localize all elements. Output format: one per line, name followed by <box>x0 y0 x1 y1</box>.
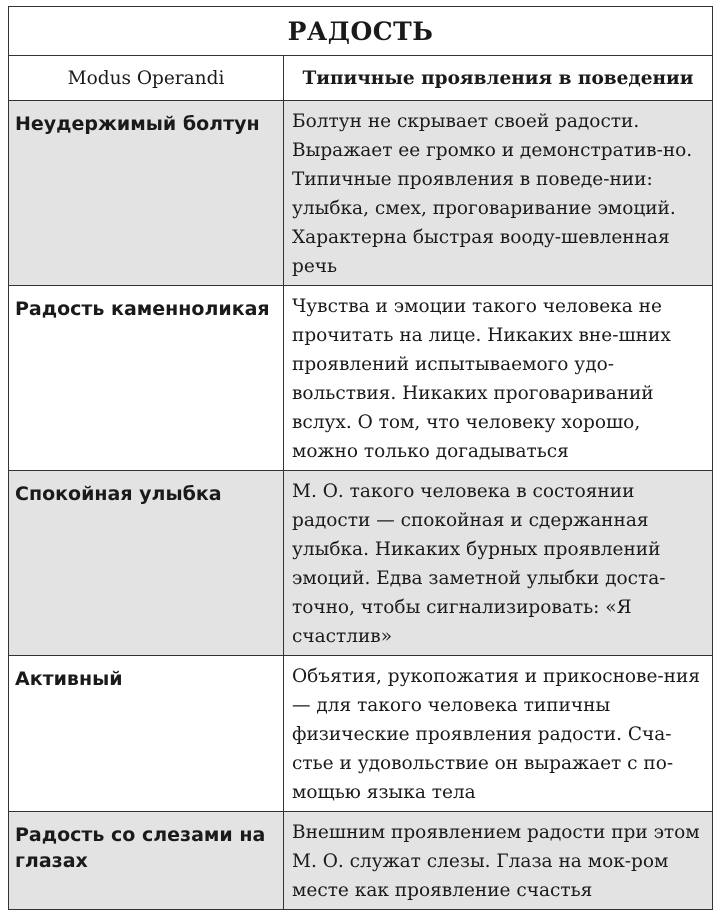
table-row <box>9 286 713 471</box>
joy-table <box>8 6 713 910</box>
behavior-cell: Чувства и эмоции такого человека не прочитать на лице. Никаких вне-шних проявлений испытываемого удо-вольствия. Никаких проговариваний вслух. О том, что человеку хорошо, можно только догадываться <box>284 286 713 471</box>
column-header-modus: Modus Operandi <box>9 56 284 101</box>
table-title: РАДОСТЬ <box>9 7 713 56</box>
column-header-behavior: Типичные проявления в поведении <box>284 56 713 101</box>
modus-cell: Активный <box>9 656 284 812</box>
modus-cell: Радость каменноликая <box>9 286 284 471</box>
modus-cell: Неудержимый болтун <box>9 101 284 286</box>
modus-cell: Спокойная улыбка <box>9 471 284 656</box>
table-row <box>9 656 713 812</box>
title-row <box>9 7 713 56</box>
modus-cell: Радость со слезами на глазах <box>9 812 284 910</box>
table-row <box>9 101 713 286</box>
behavior-cell: Объятия, рукопожатия и прикоснове-ния — для такого человека типичны физические проявления радости. Сча-стье и удовольствие он выражает с по-мощью языка тела <box>284 656 713 812</box>
table-row <box>9 471 713 656</box>
behavior-cell: Внешним проявлением радости при этом М. О. служат слезы. Глаза на мок-ром месте как проявление счастья <box>284 812 713 910</box>
header-row <box>9 56 713 101</box>
table-row <box>9 812 713 910</box>
behavior-cell: Болтун не скрывает своей радости. Выражает ее громко и демонстратив-но. Типичные проявления в поведе-нии: улыбка, смех, проговаривание эмоций. Характерна быстрая вооду-шевленная речь <box>284 101 713 286</box>
behavior-cell: М. О. такого человека в состоянии радости — спокойная и сдержанная улыбка. Никаких бурных проявлений эмоций. Едва заметной улыбки доста-точно, чтобы сигнализировать: «Я счастлив» <box>284 471 713 656</box>
